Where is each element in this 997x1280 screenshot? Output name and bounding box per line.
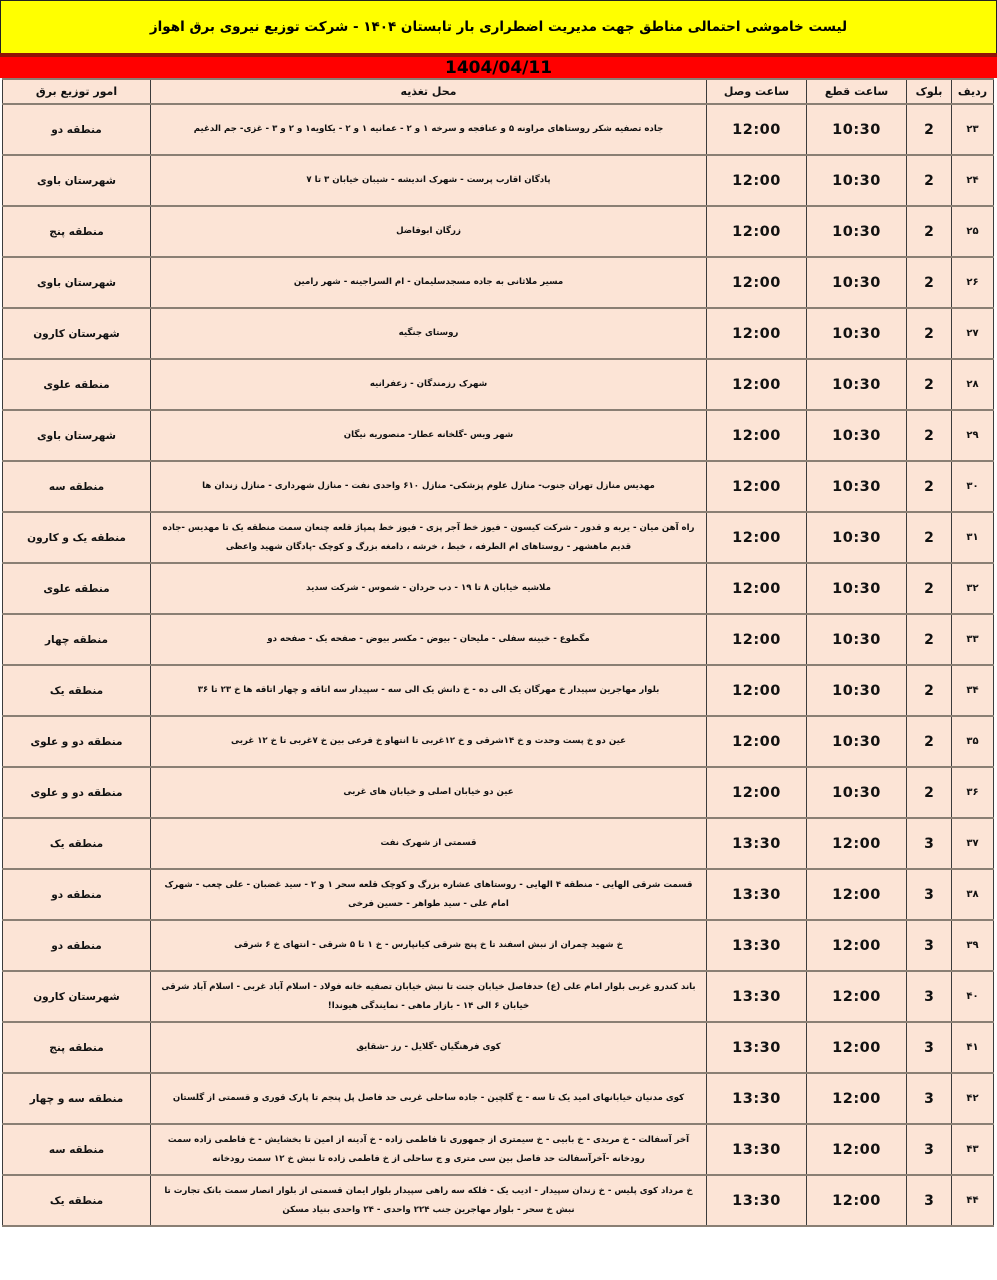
district-cell: منطقه علوی bbox=[3, 563, 151, 614]
page-header-banner bbox=[0, 0, 997, 53]
location-cell: بلوار مهاجرین سپیدار خ مهرگان یک الی ده - خ دانش یک الی سه - سپیدار سه اتاقه و چهار اتاقه ها خ ۲۳ تا ۳۶ bbox=[151, 665, 707, 716]
header-cell-cut-time: ساعت قطع bbox=[807, 79, 907, 104]
cut-time-cell: 10:30 bbox=[807, 257, 907, 308]
cut-time-cell: 10:30 bbox=[807, 206, 907, 257]
district-cell: منطقه دو و علوی bbox=[3, 767, 151, 818]
district-cell: شهرستان باوی bbox=[3, 155, 151, 206]
block-cell: 2 bbox=[907, 767, 952, 818]
row-number-cell: ۳۹ bbox=[952, 920, 994, 971]
block-cell: 2 bbox=[907, 563, 952, 614]
table-row bbox=[3, 818, 994, 869]
location-cell: مهدیس منازل تهران جنوب- منازل علوم پزشکی- منازل ۶۱۰ واحدی نفت - منازل شهرداری - منازل زندان ها bbox=[151, 461, 707, 512]
outage-table-sheet bbox=[0, 78, 997, 1235]
block-cell: 2 bbox=[907, 206, 952, 257]
restore-time-cell: 12:00 bbox=[707, 308, 807, 359]
location-cell: زرگان ابوفاضل bbox=[151, 206, 707, 257]
location-cell: روستای جنگیه bbox=[151, 308, 707, 359]
block-cell: 2 bbox=[907, 665, 952, 716]
cut-time-cell: 10:30 bbox=[807, 665, 907, 716]
cut-time-cell: 12:00 bbox=[807, 971, 907, 1022]
location-cell: کوی مدنیان خیابانهای امید یک تا سه - خ گلچین - جاده ساحلی غربی حد فاصل پل پنجم تا پارک قوری و قسمتی از گلستان bbox=[151, 1073, 707, 1124]
table-row bbox=[3, 1175, 994, 1226]
cut-time-cell: 10:30 bbox=[807, 767, 907, 818]
district-cell: منطقه پنج bbox=[3, 206, 151, 257]
district-cell: منطقه دو bbox=[3, 869, 151, 920]
cut-time-cell: 10:30 bbox=[807, 614, 907, 665]
district-cell: منطقه سه و چهار bbox=[3, 1073, 151, 1124]
header-cell-row-number: ردیف bbox=[952, 79, 994, 104]
page-title: لیست خاموشی احتمالی مناطق جهت مدیریت اضطراری بار تابستان ۱۴۰۴ - شرکت توزیع نیروی برق اهواز bbox=[149, 19, 848, 35]
cut-time-cell: 12:00 bbox=[807, 1175, 907, 1226]
location-cell: جاده تصفیه شکر روستاهای مراونه ۵ و عنافجه و سرخه ۱ و ۲ - عمانیه ۱ و ۲ - یکاویه۱ و ۲ و ۳ - غزی- جم الدغیم bbox=[151, 104, 707, 155]
row-number-cell: ۲۴ bbox=[952, 155, 994, 206]
restore-time-cell: 12:00 bbox=[707, 563, 807, 614]
row-number-cell: ۲۸ bbox=[952, 359, 994, 410]
cut-time-cell: 12:00 bbox=[807, 1124, 907, 1175]
block-cell: 2 bbox=[907, 104, 952, 155]
row-number-cell: ۲۶ bbox=[952, 257, 994, 308]
row-number-cell: ۴۱ bbox=[952, 1022, 994, 1073]
cut-time-cell: 10:30 bbox=[807, 563, 907, 614]
restore-time-cell: 12:00 bbox=[707, 665, 807, 716]
row-number-cell: ۳۷ bbox=[952, 818, 994, 869]
block-cell: 3 bbox=[907, 1124, 952, 1175]
row-number-cell: ۲۷ bbox=[952, 308, 994, 359]
restore-time-cell: 12:00 bbox=[707, 614, 807, 665]
row-number-cell: ۳۰ bbox=[952, 461, 994, 512]
restore-time-cell: 13:30 bbox=[707, 818, 807, 869]
cut-time-cell: 10:30 bbox=[807, 359, 907, 410]
row-number-cell: ۲۹ bbox=[952, 410, 994, 461]
block-cell: 3 bbox=[907, 1022, 952, 1073]
table-row bbox=[3, 716, 994, 767]
table-row bbox=[3, 767, 994, 818]
restore-time-cell: 12:00 bbox=[707, 257, 807, 308]
table-row bbox=[3, 1022, 994, 1073]
block-cell: 2 bbox=[907, 461, 952, 512]
restore-time-cell: 12:00 bbox=[707, 359, 807, 410]
block-cell: 2 bbox=[907, 614, 952, 665]
restore-time-cell: 13:30 bbox=[707, 1124, 807, 1175]
location-cell: آخر آسفالت - خ مریدی - خ بابیی - خ سیمتری از جمهوری تا فاطمی زاده - خ آدینه از امین تا بخشایش - خ فاطمی زاده سمت رودخانه -آخرآسفالت حد فاصل بین سی متری و ج ساحلی از خ فاطمی زاده تا نبش خ ۱۲ سمت رودخانه bbox=[151, 1124, 707, 1175]
row-number-cell: ۲۵ bbox=[952, 206, 994, 257]
district-cell: منطقه دو bbox=[3, 920, 151, 971]
table-row bbox=[3, 104, 994, 155]
block-cell: 2 bbox=[907, 410, 952, 461]
cut-time-cell: 10:30 bbox=[807, 104, 907, 155]
location-cell: پادگان اقارب پرست - شهرک اندیشه - شیبان خیابان ۳ تا ۷ bbox=[151, 155, 707, 206]
district-cell: منطقه چهار bbox=[3, 614, 151, 665]
row-number-cell: ۴۳ bbox=[952, 1124, 994, 1175]
block-cell: 2 bbox=[907, 155, 952, 206]
header-cell-restore-time: ساعت وصل bbox=[707, 79, 807, 104]
table-row bbox=[3, 410, 994, 461]
date-banner bbox=[0, 53, 997, 78]
location-cell: خ مرداد کوی پلیس - خ زندان سپیدار - ادیب یک - فلکه سه راهی سپیدار بلوار ایمان قسمتی از بلوار انصار سمت بانک تجارت تا نبش خ سحر - بلوار مهاجرین جنب ۲۲۴ واحدی - ۲۴ واحدی بنیاد مسکن bbox=[151, 1175, 707, 1226]
district-cell: منطقه سه bbox=[3, 1124, 151, 1175]
district-cell: منطقه پنج bbox=[3, 1022, 151, 1073]
row-number-cell: ۳۱ bbox=[952, 512, 994, 563]
block-cell: 3 bbox=[907, 920, 952, 971]
table-row bbox=[3, 869, 994, 920]
table-row bbox=[3, 1073, 994, 1124]
cut-time-cell: 12:00 bbox=[807, 869, 907, 920]
block-cell: 3 bbox=[907, 818, 952, 869]
district-cell: شهرستان باوی bbox=[3, 257, 151, 308]
district-cell: شهرستان باوی bbox=[3, 410, 151, 461]
block-cell: 2 bbox=[907, 716, 952, 767]
cut-time-cell: 10:30 bbox=[807, 410, 907, 461]
cut-time-cell: 10:30 bbox=[807, 716, 907, 767]
row-number-cell: ۳۲ bbox=[952, 563, 994, 614]
block-cell: 3 bbox=[907, 971, 952, 1022]
block-cell: 2 bbox=[907, 308, 952, 359]
restore-time-cell: 12:00 bbox=[707, 410, 807, 461]
location-cell: مسیر ملاثانی به جاده مسجدسلیمان - ام السراجینه - شهر رامین bbox=[151, 257, 707, 308]
cut-time-cell: 12:00 bbox=[807, 1022, 907, 1073]
restore-time-cell: 12:00 bbox=[707, 461, 807, 512]
district-cell: منطقه دو و علوی bbox=[3, 716, 151, 767]
cut-time-cell: 12:00 bbox=[807, 818, 907, 869]
restore-time-cell: 13:30 bbox=[707, 1175, 807, 1226]
header-cell-block: بلوک bbox=[907, 79, 952, 104]
restore-time-cell: 12:00 bbox=[707, 767, 807, 818]
table-row bbox=[3, 920, 994, 971]
location-cell: شهر ویس -گلخانه عطار- منصوریه نیگان bbox=[151, 410, 707, 461]
row-number-cell: ۴۴ bbox=[952, 1175, 994, 1226]
row-number-cell: ۳۳ bbox=[952, 614, 994, 665]
cut-time-cell: 10:30 bbox=[807, 512, 907, 563]
table-row bbox=[3, 461, 994, 512]
restore-time-cell: 13:30 bbox=[707, 869, 807, 920]
date-value: 1404/04/11 bbox=[444, 57, 553, 78]
cut-time-cell: 12:00 bbox=[807, 920, 907, 971]
location-cell: ملاشیه خیابان ۸ تا ۱۹ - دب حردان - شموس - شرکت سدید bbox=[151, 563, 707, 614]
restore-time-cell: 13:30 bbox=[707, 971, 807, 1022]
district-cell: منطقه یک bbox=[3, 1175, 151, 1226]
row-number-cell: ۳۵ bbox=[952, 716, 994, 767]
location-cell: خ شهید چمران از نبش اسفند تا خ پنج شرقی کیانپارس - خ ۱ تا ۵ شرقی - انتهای خ ۶ شرقی bbox=[151, 920, 707, 971]
block-cell: 2 bbox=[907, 512, 952, 563]
header-cell-location: محل تغذیه bbox=[151, 79, 707, 104]
table-row bbox=[3, 512, 994, 563]
row-number-cell: ۴۲ bbox=[952, 1073, 994, 1124]
block-cell: 3 bbox=[907, 869, 952, 920]
location-cell: قسمت شرقی الهایی - منطقه ۴ الهایی - روستاهای عشاره بزرگ و کوچک قلعه سحر ۱ و ۲ - سید غضبان - علی چعب - شهرک امام علی - سید طواهر - حسین فرخی bbox=[151, 869, 707, 920]
district-cell: منطقه یک bbox=[3, 818, 151, 869]
location-cell: عین دو خ پست وحدت و خ ۱۴شرقی و خ ۱۲غربی تا انتهاو خ فرعی بین خ ۷غربی تا خ ۱۲ غربی bbox=[151, 716, 707, 767]
location-cell: مگطوع - خبینه سفلی - ملیحان - بیوض - مکسر بیوض - صفحه یک - صفحه دو bbox=[151, 614, 707, 665]
table-row bbox=[3, 359, 994, 410]
restore-time-cell: 12:00 bbox=[707, 512, 807, 563]
district-cell: منطقه یک و کارون bbox=[3, 512, 151, 563]
district-cell: منطقه یک bbox=[3, 665, 151, 716]
outage-table bbox=[2, 78, 994, 1227]
district-cell: شهرستان کارون bbox=[3, 971, 151, 1022]
cut-time-cell: 12:00 bbox=[807, 1073, 907, 1124]
cut-time-cell: 10:30 bbox=[807, 155, 907, 206]
row-number-cell: ۲۳ bbox=[952, 104, 994, 155]
district-cell: منطقه سه bbox=[3, 461, 151, 512]
table-row bbox=[3, 563, 994, 614]
outage-table-body bbox=[3, 104, 994, 1226]
table-row bbox=[3, 257, 994, 308]
location-cell: عین دو خیابان اصلی و خیابان های غربی bbox=[151, 767, 707, 818]
cut-time-cell: 10:30 bbox=[807, 461, 907, 512]
header-row bbox=[3, 79, 994, 104]
location-cell: راه آهن میان - یربه و قدور - شرکت کیسون - فیوز خط آجر پزی - فیوز خط پمپاژ قلعه چنعان سمت منطقه یک تا مهدیس -جاده قدیم ماهشهر - روستاهای ام الطرفه ، خیط ، خرشه ، دامغه بزرگ و کوچک -پادگان شهید واعظی bbox=[151, 512, 707, 563]
table-row bbox=[3, 155, 994, 206]
cut-time-cell: 10:30 bbox=[807, 308, 907, 359]
restore-time-cell: 12:00 bbox=[707, 206, 807, 257]
restore-time-cell: 12:00 bbox=[707, 104, 807, 155]
restore-time-cell: 12:00 bbox=[707, 716, 807, 767]
location-cell: شهرک رزمندگان - زعفرانیه bbox=[151, 359, 707, 410]
table-row bbox=[3, 1124, 994, 1175]
location-cell: قسمتی از شهرک نفت bbox=[151, 818, 707, 869]
restore-time-cell: 13:30 bbox=[707, 1073, 807, 1124]
district-cell: شهرستان کارون bbox=[3, 308, 151, 359]
table-row bbox=[3, 308, 994, 359]
location-cell: کوی فرهنگیان -گلایل - رز -شقایق bbox=[151, 1022, 707, 1073]
header-cell-district: امور توزیع برق bbox=[3, 79, 151, 104]
block-cell: 3 bbox=[907, 1073, 952, 1124]
location-cell: باند کندرو غربی بلوار امام علی (ع) حدفاصل خیابان جنت تا نبش خیابان تصفیه خانه فولاد - اسلام آباد غربی - اسلام آباد شرقی خیابان ۶ الی ۱۴ - بازار ماهی - نمایندگی هیوندا! bbox=[151, 971, 707, 1022]
row-number-cell: ۳۴ bbox=[952, 665, 994, 716]
row-number-cell: ۴۰ bbox=[952, 971, 994, 1022]
restore-time-cell: 12:00 bbox=[707, 155, 807, 206]
restore-time-cell: 13:30 bbox=[707, 1022, 807, 1073]
district-cell: منطقه علوی bbox=[3, 359, 151, 410]
table-row bbox=[3, 206, 994, 257]
table-row bbox=[3, 971, 994, 1022]
block-cell: 2 bbox=[907, 257, 952, 308]
row-number-cell: ۳۸ bbox=[952, 869, 994, 920]
row-number-cell: ۳۶ bbox=[952, 767, 994, 818]
restore-time-cell: 13:30 bbox=[707, 920, 807, 971]
table-row bbox=[3, 665, 994, 716]
table-row bbox=[3, 614, 994, 665]
block-cell: 2 bbox=[907, 359, 952, 410]
district-cell: منطقه دو bbox=[3, 104, 151, 155]
block-cell: 3 bbox=[907, 1175, 952, 1226]
